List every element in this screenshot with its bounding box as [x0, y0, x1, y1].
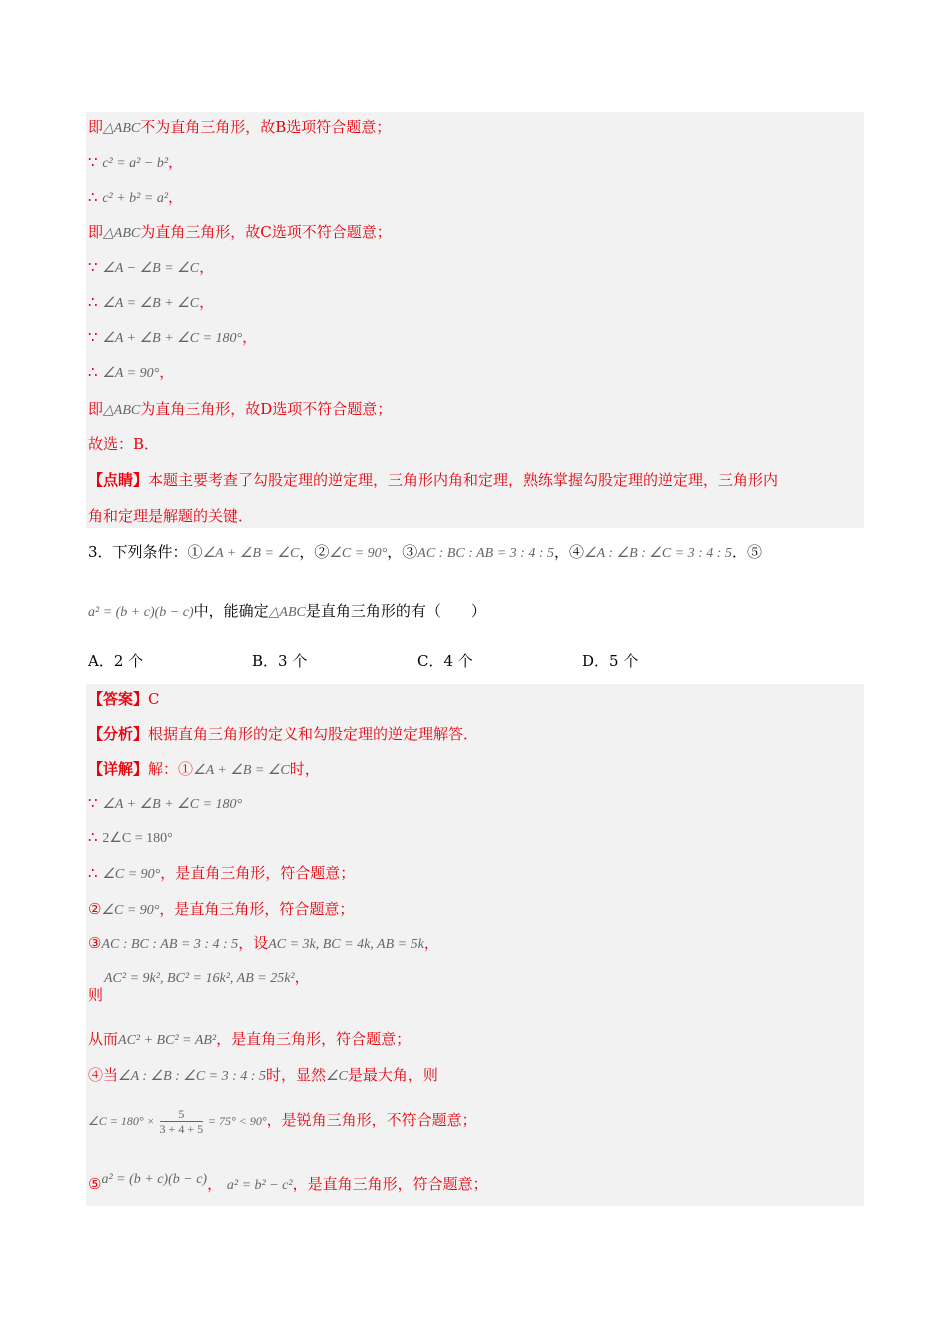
analysis-line: 【分析】根据直角三角形的定义和勾股定理的逆定理解答． — [88, 725, 479, 743]
option-b[interactable]: B．3 个 — [252, 652, 308, 670]
option-d[interactable]: D．5 个 — [582, 652, 639, 670]
step-10: ∠C = 180° × $\frac{5}{3 + 4 + 5}$ = 75° < 90°，是锐角三角形，不符合题意； — [88, 1106, 477, 1136]
solution-line-9: 即△ABC为直角三角形，故D选项不符合题意； — [88, 400, 393, 418]
step-6: ③AC : BC : AB = 3 : 4 : 5，设AC = 3k, BC = 4k, AB = 5k， — [88, 934, 439, 952]
dianjing-line-2: 角和定理是解题的关键． — [88, 507, 254, 525]
solution-line-6: ∴ ∠A = ∠B + ∠C， — [88, 293, 215, 311]
solution-line-5: ∵ ∠A − ∠B = ∠C， — [88, 258, 215, 276]
question-stem-line-1: 3．下列条件：①∠A + ∠B = ∠C，②∠C = 90°，③AC : BC : AB = 3 : 4 : 5，④∠A : ∠B : ∠C = 3 : 4 : 5．⑤ — [88, 543, 762, 561]
solution-line-4: 即△ABC为直角三角形，故C选项不符合题意； — [88, 223, 392, 241]
previous-solution-box — [86, 112, 864, 528]
step-7-math: AC² = 9k², BC² = 16k², AB = 25k²， — [104, 968, 310, 986]
option-c[interactable]: C．4 个 — [417, 652, 473, 670]
step-2: ∵ ∠A + ∠B + ∠C = 180° — [88, 794, 243, 812]
solution-line-8: ∴ ∠A = 90°， — [88, 363, 175, 381]
step-7-prefix: 则 — [88, 986, 104, 1004]
question-stem-line-2: a² = (b + c)(b − c)中，能确定△ABC是直角三角形的有（ ） — [88, 602, 486, 620]
option-a[interactable]: A．2 个 — [88, 652, 144, 670]
step-5: ②∠C = 90°，是直角三角形，符合题意； — [88, 900, 355, 918]
answer-line: 【答案】C — [88, 690, 160, 708]
step-9: ④当∠A : ∠B : ∠C = 3 : 4 : 5时，显然∠C是最大角，则 — [88, 1066, 438, 1084]
step-4: ∴ ∠C = 90°，是直角三角形，符合题意； — [88, 864, 356, 882]
step-8: 从而AC² + BC² = AB²，是直角三角形，符合题意； — [88, 1030, 412, 1048]
solution-line-2: ∵ c² = a² − b²， — [88, 153, 184, 171]
detail-line: 【详解】解：①∠A + ∠B = ∠C时， — [88, 760, 320, 778]
solution-choice: 故选：B． — [88, 435, 160, 453]
fraction: $\frac{5}{3 + 4 + 5}$ — [159, 1106, 204, 1136]
dianjing-line-1: 【点睛】本题主要考查了勾股定理的逆定理，三角形内角和定理，熟练掌握勾股定理的逆定理，三角形内 — [88, 471, 779, 489]
solution-line-7: ∵ ∠A + ∠B + ∠C = 180°， — [88, 328, 258, 346]
solution-line-1: 即△ABC不为直角三角形，故B选项符合题意； — [88, 118, 392, 136]
step-11: ⑤a² = (b + c)(b − c)， a² = b² − c²，是直角三角形，符合题意； — [88, 1172, 488, 1193]
step-3: ∴ 2∠C = 180° — [88, 828, 173, 846]
solution-line-3: ∴ c² + b² = a²， — [88, 188, 184, 206]
